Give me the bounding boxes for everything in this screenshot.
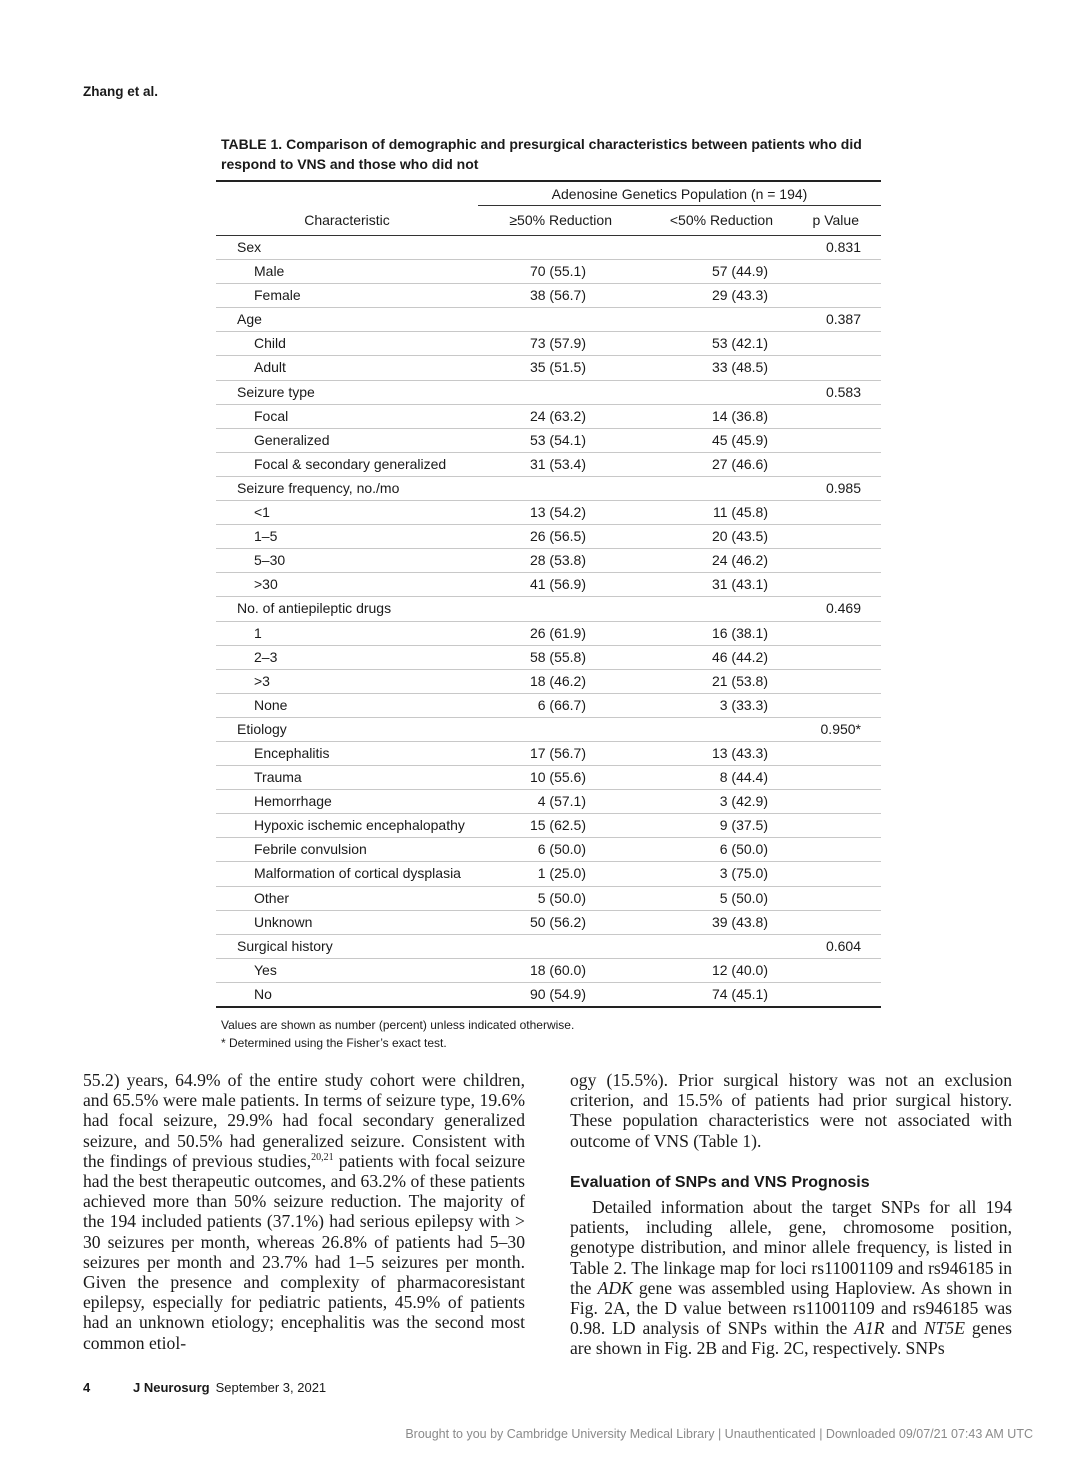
row-label: Seizure type <box>237 383 315 400</box>
header-nonresponder: <50% Reduction <box>669 212 773 228</box>
table-row <box>216 573 881 597</box>
journal-name: J Neurosurg <box>133 1380 210 1395</box>
row-responder-value <box>478 236 628 259</box>
row-nonresponder-value: 24 (46.2) <box>711 552 768 569</box>
row-responder-value: 10 (55.6) <box>529 769 586 786</box>
body-paragraph <box>83 1070 525 1353</box>
table-row <box>216 742 881 766</box>
row-nonresponder-value: 53 (42.1) <box>711 335 768 352</box>
row-responder-value: 38 (56.7) <box>529 287 586 304</box>
row-nonresponder-value: 33 (48.5) <box>711 359 768 376</box>
row-responder-value: 17 (56.7) <box>529 744 586 761</box>
row-nonresponder-value <box>628 718 783 741</box>
row-responder-value: 31 (53.4) <box>529 455 586 472</box>
running-head: Zhang et al. <box>83 84 159 99</box>
row-responder-value: 15 (62.5) <box>529 817 586 834</box>
row-label: Unknown <box>254 913 313 930</box>
table-row <box>216 622 881 646</box>
body-text: gene was assembled using Haploview. As shown in Fig. 2A, the D value between rs11001109 and rs946185 was 0.98. LD analysis of SNPs within the <box>570 1277 1012 1339</box>
row-responder-value <box>478 597 628 620</box>
row-nonresponder-value <box>628 236 783 259</box>
table-note: Values are shown as number (percent) unless indicated otherwise. <box>221 1018 575 1032</box>
row-p-value: 0.950* <box>820 720 861 737</box>
row-nonresponder-value: 45 (45.9) <box>711 431 768 448</box>
row-nonresponder-value: 11 (45.8) <box>713 504 768 521</box>
table-row <box>216 381 881 405</box>
body-column-left <box>83 1070 525 1353</box>
row-label: Yes <box>254 961 277 978</box>
row-label: 5–30 <box>254 552 286 569</box>
row-nonresponder-value: 57 (44.9) <box>711 263 768 280</box>
row-responder-value: 26 (56.5) <box>529 528 586 545</box>
row-responder-value: 18 (46.2) <box>529 672 586 689</box>
row-nonresponder-value: 14 (36.8) <box>711 407 768 424</box>
table-row <box>216 260 881 284</box>
row-label: Hemorrhage <box>254 793 332 810</box>
page-number: 4 <box>83 1380 91 1395</box>
row-nonresponder-value: 8 (44.4) <box>719 769 768 786</box>
table-row <box>216 453 881 477</box>
row-nonresponder-value: 27 (46.6) <box>711 455 768 472</box>
row-label: <1 <box>254 504 270 521</box>
row-p-value <box>783 766 881 789</box>
row-p-value <box>783 332 881 355</box>
row-nonresponder-value: 3 (75.0) <box>719 865 768 882</box>
row-p-value: 0.831 <box>825 239 861 255</box>
row-label: 1 <box>254 624 262 641</box>
row-p-value <box>783 284 881 307</box>
row-label: Seizure frequency, no./mo <box>237 479 400 496</box>
row-label: Male <box>254 263 285 280</box>
row-nonresponder-value: 39 (43.8) <box>711 913 768 930</box>
body-text: 55.2) years, 64.9% of the entire study cohort were children, and 65.5% were male patients. In terms of seizure type, 19.6% had focal seizure, 29.9% had focal secondary generalized seizure, and 50.5% had generalized seizure. Consistent with the findings of previous studies, <box>83 1070 525 1171</box>
table-row <box>216 332 881 356</box>
row-label: 1–5 <box>254 528 278 545</box>
row-p-value <box>783 694 881 717</box>
row-responder-value: 24 (63.2) <box>529 407 586 424</box>
row-label: Sex <box>237 239 262 255</box>
row-nonresponder-value: 6 (50.0) <box>719 841 768 858</box>
row-responder-value: 6 (66.7) <box>537 696 586 713</box>
row-label: >3 <box>254 672 270 689</box>
body-text: patients with focal seizure had the best therapeutic outcomes, and 63.2% of these patients achieved more than 50% seizure reduction. The majority of the 194 included patients (37.1%) had serious epilepsy with > 30 seizures per month, whereas 26.8% of patients had 5–30 seizures per month and 23.7% had 1–5 seizures per month. Given the presence and complexity of pharmacoresistant epilepsy, especially for pediatric patients, 45.9% of patients had an unknown etiology; encephalitis was the second most common etiol- <box>83 1150 526 1353</box>
row-responder-value: 58 (55.8) <box>529 648 586 665</box>
row-nonresponder-value: 31 (43.1) <box>711 576 768 593</box>
row-p-value: 0.583 <box>825 383 861 400</box>
table-row <box>216 814 881 838</box>
table-1 <box>216 134 881 1052</box>
table-row <box>216 718 881 742</box>
table-row <box>216 356 881 380</box>
row-nonresponder-value: 20 (43.5) <box>711 528 768 545</box>
row-p-value <box>783 862 881 885</box>
row-responder-value: 5 (50.0) <box>537 889 586 906</box>
row-label: >30 <box>254 576 278 593</box>
row-label: No <box>254 985 272 1002</box>
row-nonresponder-value: 29 (43.3) <box>711 287 768 304</box>
row-label: Trauma <box>254 769 302 786</box>
row-responder-value: 4 (57.1) <box>537 793 586 810</box>
row-p-value <box>783 959 881 982</box>
gene-name: ADK <box>597 1277 633 1298</box>
row-label: Hypoxic ischemic encephalopathy <box>254 817 465 834</box>
row-p-value <box>783 814 881 837</box>
row-p-value <box>783 501 881 524</box>
body-paragraph: ogy (15.5%). Prior surgical history was not an exclusion criterion, and 15.5% of patients had prior surgical history. These population characteristics were not associated with outcome of VNS (Table 1). <box>570 1070 1012 1151</box>
row-responder-value <box>478 718 628 741</box>
table-body <box>216 236 881 1008</box>
row-nonresponder-value: 13 (43.3) <box>711 744 768 761</box>
row-responder-value <box>478 477 628 500</box>
row-label: Febrile convulsion <box>254 841 367 858</box>
row-nonresponder-value: 74 (45.1) <box>711 985 768 1002</box>
row-responder-value <box>478 381 628 404</box>
row-label: Generalized <box>254 431 330 448</box>
table-row <box>216 308 881 332</box>
row-p-value <box>783 429 881 452</box>
row-p-value <box>783 838 881 861</box>
row-p-value <box>783 405 881 428</box>
row-label: None <box>254 696 288 713</box>
table-row <box>216 477 881 501</box>
body-column-right <box>570 1070 1012 1359</box>
row-nonresponder-value: 3 (42.9) <box>719 793 768 810</box>
row-p-value <box>783 622 881 645</box>
table-row <box>216 405 881 429</box>
table-row <box>216 838 881 862</box>
row-label: Other <box>254 889 290 906</box>
table-spanner-header: Adenosine Genetics Population (n = 194) <box>478 182 881 206</box>
table-row <box>216 525 881 549</box>
page-footer <box>83 1380 326 1395</box>
row-label: Malformation of cortical dysplasia <box>254 865 461 882</box>
row-p-value <box>783 670 881 693</box>
table-caption <box>216 134 881 174</box>
table-row <box>216 646 881 670</box>
row-responder-value: 28 (53.8) <box>529 552 586 569</box>
row-nonresponder-value: 5 (50.0) <box>719 889 768 906</box>
table-row <box>216 911 881 935</box>
table-row <box>216 670 881 694</box>
row-p-value <box>783 790 881 813</box>
row-label: Focal <box>254 407 289 424</box>
body-text: genes are shown in Fig. 2B and Fig. 2C, respectively. SNPs <box>570 1318 1012 1359</box>
row-responder-value: 50 (56.2) <box>529 913 586 930</box>
row-p-value <box>783 742 881 765</box>
table-row <box>216 983 881 1008</box>
row-responder-value: 53 (54.1) <box>529 431 586 448</box>
row-label: Etiology <box>237 720 287 737</box>
row-responder-value: 35 (51.5) <box>529 359 586 376</box>
header-p-value: p Value <box>812 212 859 228</box>
section-heading: Evaluation of SNPs and VNS Prognosis <box>570 1173 870 1191</box>
row-nonresponder-value: 12 (40.0) <box>711 961 768 978</box>
row-p-value <box>783 983 881 1006</box>
citation: 20,21 <box>311 1151 334 1163</box>
row-p-value <box>783 453 881 476</box>
table-row <box>216 766 881 790</box>
table-row <box>216 501 881 525</box>
row-p-value <box>783 525 881 548</box>
row-nonresponder-value <box>628 477 783 500</box>
row-responder-value: 1 (25.0) <box>537 865 586 882</box>
row-label: Surgical history <box>237 937 333 954</box>
row-nonresponder-value <box>628 935 783 958</box>
row-responder-value: 13 (54.2) <box>529 504 586 521</box>
table-row <box>216 597 881 621</box>
row-responder-value: 70 (55.1) <box>529 263 586 280</box>
table-header-row <box>216 206 881 236</box>
table-spanner-row <box>216 182 881 206</box>
table-row <box>216 429 881 453</box>
table-row <box>216 284 881 308</box>
row-p-value <box>783 573 881 596</box>
row-p-value <box>783 646 881 669</box>
row-responder-value: 18 (60.0) <box>529 961 586 978</box>
row-p-value <box>783 887 881 910</box>
row-responder-value: 90 (54.9) <box>529 985 586 1002</box>
row-p-value <box>783 260 881 283</box>
row-p-value: 0.985 <box>825 479 861 496</box>
table-caption-line: respond to VNS and those who did not <box>221 156 479 172</box>
row-label: Age <box>237 311 262 328</box>
row-p-value <box>783 356 881 379</box>
table-row <box>216 959 881 983</box>
row-responder-value: 73 (57.9) <box>529 335 586 352</box>
gene-name: A1R <box>854 1318 885 1339</box>
row-p-value <box>783 549 881 572</box>
row-responder-value: 26 (61.9) <box>529 624 586 641</box>
row-nonresponder-value: 16 (38.1) <box>711 624 768 641</box>
row-nonresponder-value: 9 (37.5) <box>719 817 768 834</box>
row-responder-value: 41 (56.9) <box>529 576 586 593</box>
download-notice: Brought to you by Cambridge University Medical Library | Unauthenticated | Downloaded 09/07/21 07:43 AM UTC <box>405 1427 1033 1441</box>
table-row <box>216 862 881 886</box>
row-nonresponder-value <box>628 308 783 331</box>
row-nonresponder-value <box>628 381 783 404</box>
row-p-value <box>783 911 881 934</box>
row-label: Child <box>254 335 286 352</box>
header-responder: ≥50% Reduction <box>509 212 612 228</box>
body-text: and <box>884 1318 924 1339</box>
table-notes <box>216 1016 881 1052</box>
table-row <box>216 549 881 573</box>
row-p-value: 0.387 <box>825 311 861 328</box>
table-footnote: * Determined using the Fisher’s exact test. <box>221 1036 447 1050</box>
table-row <box>216 236 881 260</box>
body-text: Detailed information about the target SNPs for all 194 patients, including allele, gene, chromosome position, genotype distribution, and minor allele frequency, is listed in Table 2. The linkage map for loci rs11001109 and rs946185 in the <box>570 1197 1012 1298</box>
row-nonresponder-value <box>628 597 783 620</box>
row-label: No. of antiepileptic drugs <box>237 600 392 617</box>
table-row <box>216 694 881 718</box>
row-nonresponder-value: 3 (33.3) <box>719 696 768 713</box>
row-label: Adult <box>254 359 286 376</box>
row-p-value: 0.469 <box>825 600 861 617</box>
header-characteristic: Characteristic <box>304 212 390 228</box>
row-label: Focal & secondary generalized <box>254 455 447 472</box>
publication-date: September 3, 2021 <box>215 1380 327 1395</box>
body-paragraph <box>570 1197 1012 1359</box>
table-row <box>216 887 881 911</box>
row-responder-value: 6 (50.0) <box>537 841 586 858</box>
table-row <box>216 790 881 814</box>
row-label: Female <box>254 287 301 304</box>
row-p-value: 0.604 <box>825 937 861 954</box>
row-responder-value <box>478 935 628 958</box>
row-label: 2–3 <box>254 648 278 665</box>
table-row <box>216 935 881 959</box>
row-nonresponder-value: 21 (53.8) <box>711 672 768 689</box>
row-responder-value <box>478 308 628 331</box>
table-caption-line: TABLE 1. Comparison of demographic and presurgical characteristics between patients who did <box>221 136 862 152</box>
row-nonresponder-value: 46 (44.2) <box>711 648 768 665</box>
gene-name: NT5E <box>923 1318 965 1339</box>
row-label: Encephalitis <box>254 744 330 761</box>
